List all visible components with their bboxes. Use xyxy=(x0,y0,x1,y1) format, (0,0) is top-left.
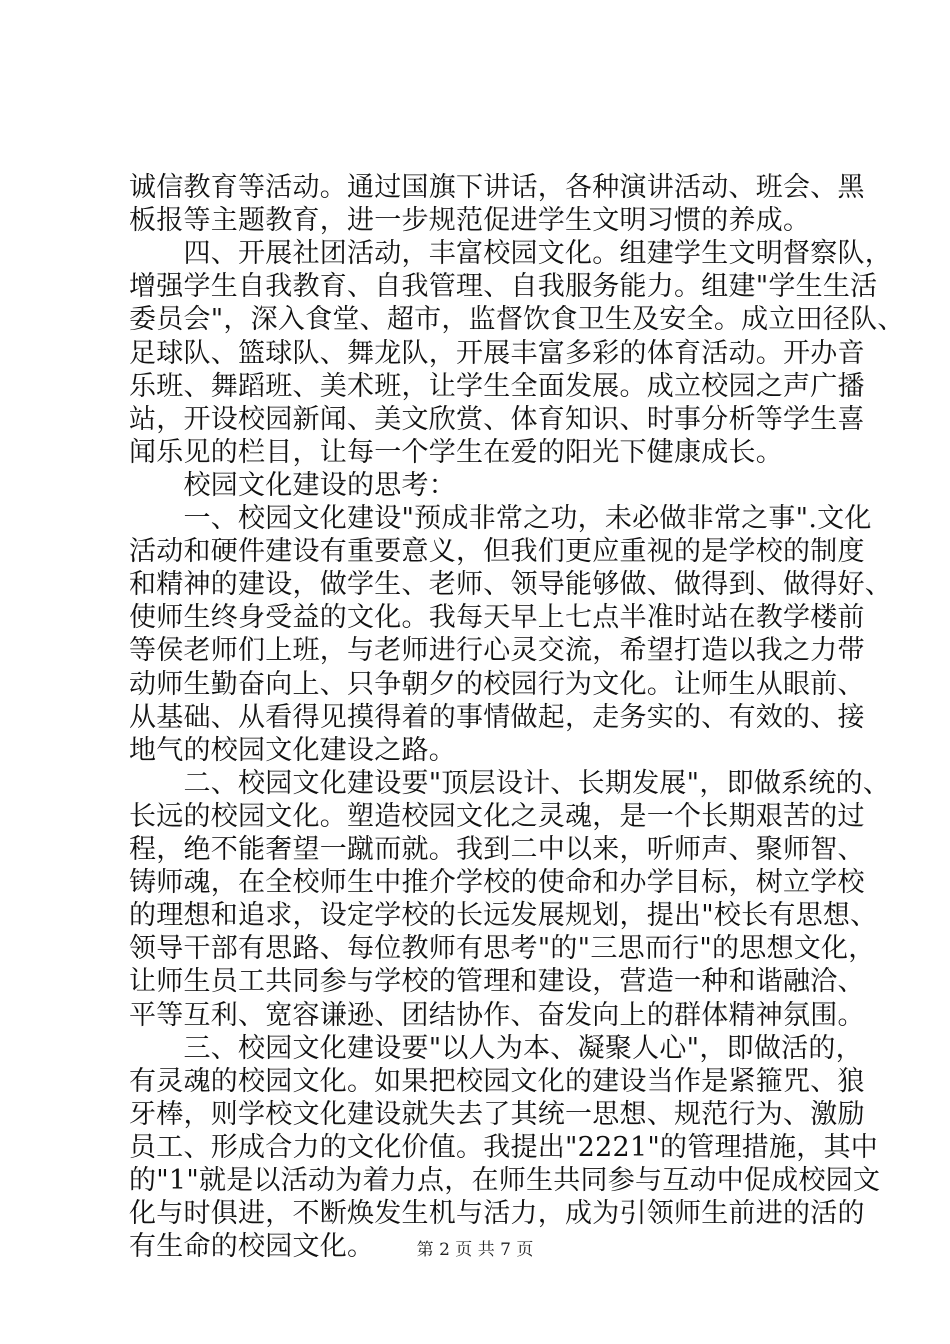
text-line: 委员会"，深入食堂、超市，监督饮食卫生及安全。成立田径队、 xyxy=(129,304,905,336)
text-line: 校园文化建设的思考： xyxy=(129,469,456,501)
text-line: 三、校园文化建设要"以人为本、凝聚人心"，即做活的， xyxy=(129,1032,863,1064)
text-line: 诚信教育等活动。通过国旗下讲话，各种演讲活动、班会、黑 xyxy=(129,172,865,203)
text-line: 足球队、篮球队、舞龙队，开展丰富多彩的体育活动。开办音 xyxy=(129,337,865,369)
text-line: 二、校园文化建设要"顶层设计、长期发展"，即做系统的、 xyxy=(129,767,891,799)
page-footer: 第 2 页 共 7 页 xyxy=(416,1240,534,1260)
text-line: 等侯老师们上班，与老师进行心灵交流，希望打造以我之力带 xyxy=(129,635,865,667)
text-line: 增强学生自我教育、自我管理、自我服务能力。组建"学生生活 xyxy=(129,271,878,303)
text-line: 板报等主题教育，进一步规范促进学生文明习惯的养成。 xyxy=(129,205,811,237)
text-line: 乐班、舞蹈班、美术班，让学生全面发展。成立校园之声广播 xyxy=(129,370,865,402)
text-line: 和精神的建设，做学生、老师、领导能够做、做得到、做得好、 xyxy=(129,569,892,601)
text-line: 的"1"就是以活动为着力点，在师生共同参与互动中促成校园文 xyxy=(129,1165,881,1196)
text-line: 站，开设校园新闻、美文欣赏、体育知识、时事分析等学生喜 xyxy=(129,403,865,435)
text-line: 地气的校园文化建设之路。 xyxy=(129,734,456,766)
text-line: 平等互利、宽容谦逊、团结协作、奋发向上的群体精神氛围。 xyxy=(129,999,865,1031)
text-line: 程，绝不能奢望一蹴而就。我到二中以来，听师声、聚师智、 xyxy=(129,834,865,865)
text-line: 化与时俱进，不断焕发生机与活力，成为引领师生前进的活的 xyxy=(129,1198,865,1230)
text-line: 领导干部有思路、每位教师有思考"的"三思而行"的思想文化， xyxy=(129,933,876,965)
text-line: 长远的校园文化。塑造校园文化之灵魂，是一个长期艰苦的过 xyxy=(129,800,865,832)
text-line: 员工、形成合力的文化价值。我提出"2221"的管理措施，其中 xyxy=(129,1131,879,1163)
text-line: 使师生终身受益的文化。我每天早上七点半准时站在教学楼前 xyxy=(129,602,865,634)
text-line: 让师生员工共同参与学校的管理和建设，营造一种和谐融洽、 xyxy=(129,966,865,998)
text-line: 铸师魂，在全校师生中推介学校的使命和办学目标，树立学校 xyxy=(129,867,865,899)
text-line: 动师生勤奋向上、只争朝夕的校园行为文化。让师生从眼前、 xyxy=(129,668,865,700)
text-line: 有灵魂的校园文化。如果把校园文化的建设当作是紧箍咒、狼 xyxy=(129,1065,865,1097)
text-line: 四、开展社团活动，丰富校园文化。组建学生文明督察队， xyxy=(129,238,892,270)
text-line: 有生命的校园文化。 xyxy=(129,1231,375,1263)
text-line: 闻乐见的栏目，让每一个学生在爱的阳光下健康成长。 xyxy=(129,436,783,468)
text-line: 牙棒，则学校文化建设就失去了其统一思想、规范行为、激励 xyxy=(129,1098,865,1130)
text-line: 从基础、从看得见摸得着的事情做起，走务实的、有效的、接 xyxy=(129,701,865,733)
text-line: 活动和硬件建设有重要意义，但我们更应重视的是学校的制度 xyxy=(129,536,865,568)
text-line: 的理想和追求，设定学校的长远发展规划，提出"校长有思想、 xyxy=(129,900,878,932)
text-line: 一、校园文化建设"预成非常之功，未必做非常之事".文化 xyxy=(129,503,872,534)
